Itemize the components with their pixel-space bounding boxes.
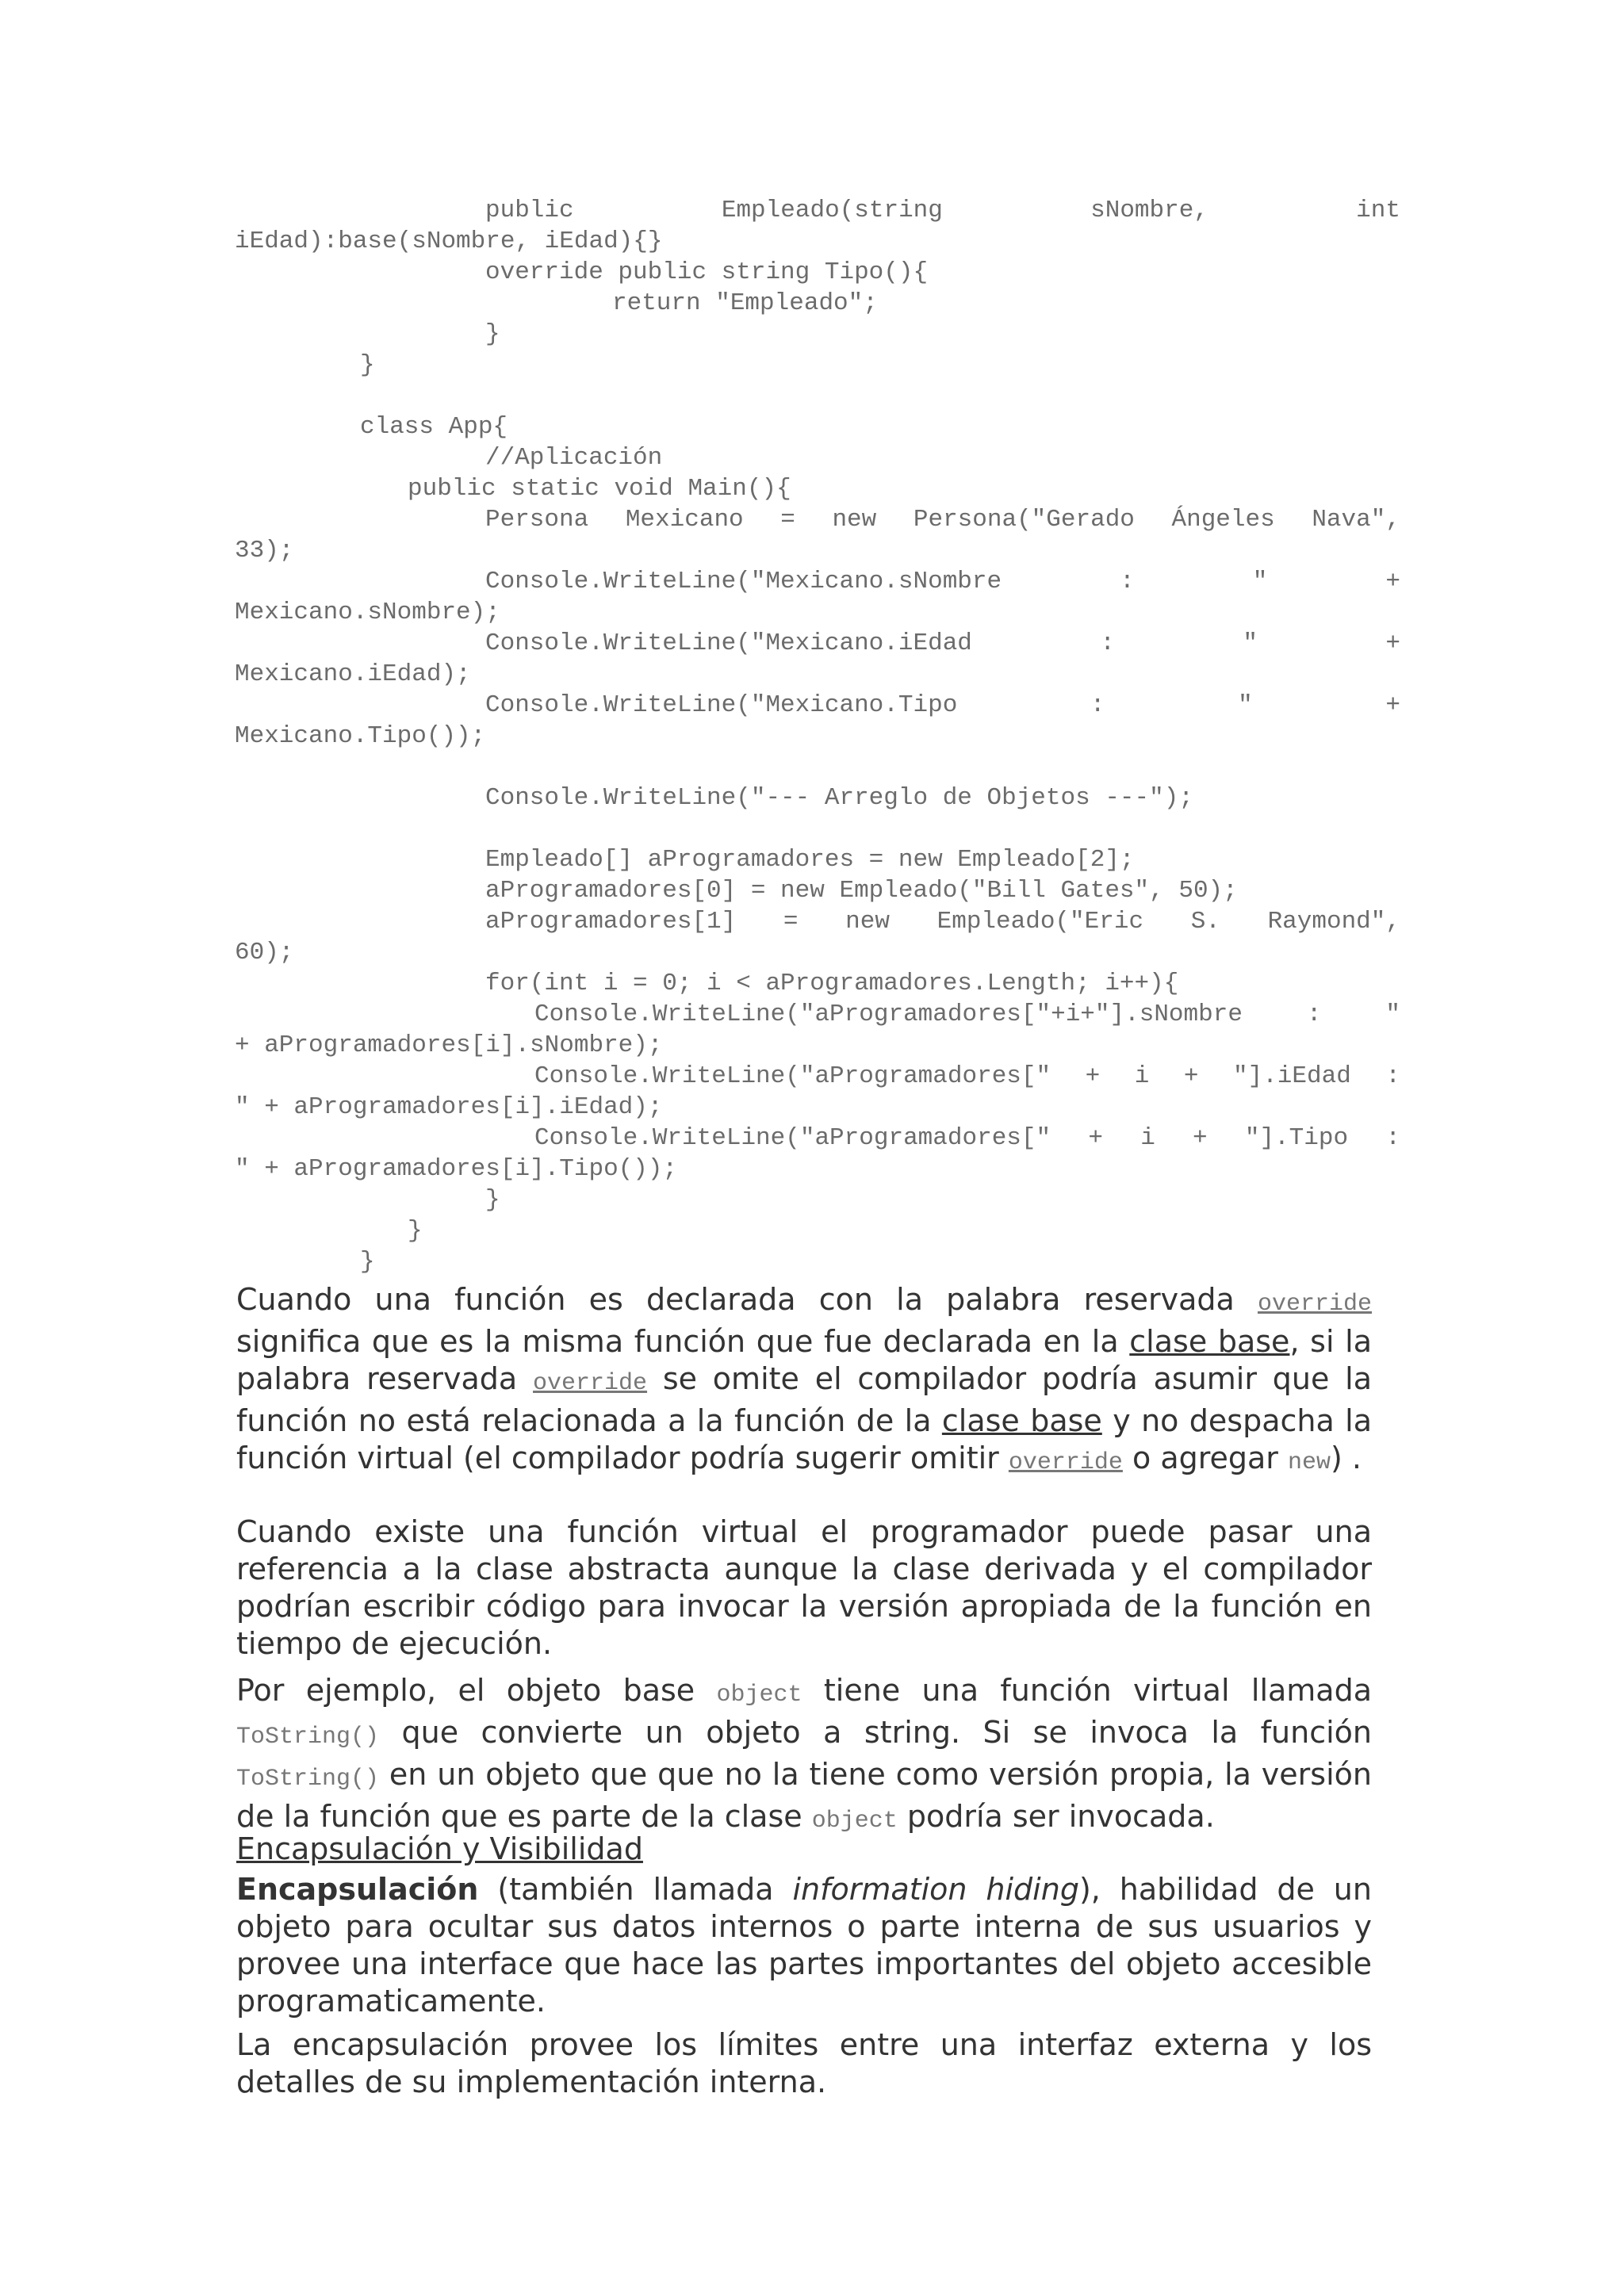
code-line: Mexicano.Tipo()); bbox=[235, 722, 486, 750]
code-line: Console.WriteLine("aProgramadores["+i+"].sNombre : " bbox=[534, 1001, 1400, 1028]
inline-code: object bbox=[811, 1808, 898, 1835]
code-line: return "Empleado"; bbox=[612, 289, 878, 317]
inline-code: ToString() bbox=[236, 1766, 380, 1793]
paragraph-limits: La encapsulación provee los límites entre una interfaz externa y los detalles de su implementación interna. bbox=[236, 2027, 1372, 2099]
inline-code: object bbox=[716, 1682, 802, 1709]
code-line: Mexicano.iEdad); bbox=[235, 660, 471, 688]
code-line: Console.WriteLine("aProgramadores[" + i + "].Tipo : bbox=[534, 1124, 1400, 1152]
paragraph-encapsulation: Encapsulación (también llamada information hiding), habilidad de un objeto para ocultar sus datos internos o parte interna de sus usuarios y provee una interface que hace las partes importantes del objeto accesible programaticamente. bbox=[236, 1872, 1372, 2019]
underlined-term: clase base bbox=[941, 1403, 1102, 1438]
code-line: Mexicano.sNombre); bbox=[235, 599, 500, 626]
code-line: } bbox=[485, 320, 500, 348]
code-line: public static void Main(){ bbox=[408, 475, 791, 503]
code-line: Console.WriteLine("Mexicano.Tipo : " + bbox=[485, 691, 1400, 719]
inline-code: override bbox=[1257, 1291, 1372, 1318]
code-line: } bbox=[485, 1186, 500, 1214]
section-heading: Encapsulación y Visibilidad bbox=[236, 1831, 643, 1866]
code-line: public Empleado(string sNombre, int bbox=[485, 197, 1400, 224]
code-line: } bbox=[408, 1217, 423, 1245]
code-line: Console.WriteLine("aProgramadores[" + i + "].iEdad : bbox=[534, 1062, 1400, 1090]
code-line: for(int i = 0; i < aProgramadores.Length; i++){ bbox=[485, 970, 1179, 997]
code-line: aProgramadores[0] = new Empleado("Bill Gates", 50); bbox=[485, 877, 1238, 905]
code-line: Console.WriteLine("Mexicano.iEdad : " + bbox=[485, 629, 1400, 657]
underlined-term: clase base bbox=[1129, 1324, 1290, 1359]
code-line: iEdad):base(sNombre, iEdad){} bbox=[235, 228, 663, 255]
inline-code: ToString() bbox=[236, 1724, 380, 1751]
code-line: Console.WriteLine("--- Arreglo de Objetos ---"); bbox=[485, 784, 1193, 812]
code-line: } bbox=[360, 1248, 375, 1276]
paragraph-virtual: Cuando existe una función virtual el programador puede pasar una referencia a la clase abstracta aunque la clase derivada y el compilador podrían escribir código para invocar la versión apropiada de la función en tiempo de ejecución. bbox=[236, 1514, 1372, 1661]
code-line: Console.WriteLine("Mexicano.sNombre : " + bbox=[485, 568, 1400, 595]
code-line: 33); bbox=[235, 537, 294, 564]
code-line: " + aProgramadores[i].iEdad); bbox=[235, 1093, 663, 1121]
code-line: override public string Tipo(){ bbox=[485, 258, 929, 286]
code-line: 60); bbox=[235, 939, 294, 966]
code-line: Persona Mexicano = new Persona("Gerado Ángeles Nava", bbox=[485, 506, 1400, 534]
inline-code: override bbox=[1008, 1449, 1123, 1476]
code-line: " + aProgramadores[i].Tipo()); bbox=[235, 1155, 678, 1183]
code-line: Empleado[] aProgramadores = new Empleado[2]; bbox=[485, 846, 1135, 874]
inline-code: new bbox=[1288, 1449, 1331, 1476]
paragraph-example: Por ejemplo, el objeto base object tiene una función virtual llamada ToString() que convierte un objeto a string. Si se invoca la función ToString() en un objeto que que no la tiene como versión propia, la versión de la función que es parte de la clase object podría ser invocada. bbox=[236, 1673, 1372, 1835]
code-line: } bbox=[360, 351, 375, 379]
paragraph-override: Cuando una función es declarada con la palabra reservada override significa que es la misma función que fue declarada en la clase base, si la palabra reservada override se omite el compilador podría asumir que la función no está relacionada a la función de la clase base y no despacha la función virtual (el compilador podría sugerir omitir override o agregar new) . bbox=[236, 1282, 1373, 1476]
code-line: class App{ bbox=[360, 413, 508, 441]
code-line: aProgramadores[1] = new Empleado("Eric S. Raymond", bbox=[485, 908, 1400, 936]
code-line: //Aplicación bbox=[485, 444, 663, 472]
code-line: + aProgramadores[i].sNombre); bbox=[235, 1031, 663, 1059]
inline-code: override bbox=[533, 1370, 648, 1397]
